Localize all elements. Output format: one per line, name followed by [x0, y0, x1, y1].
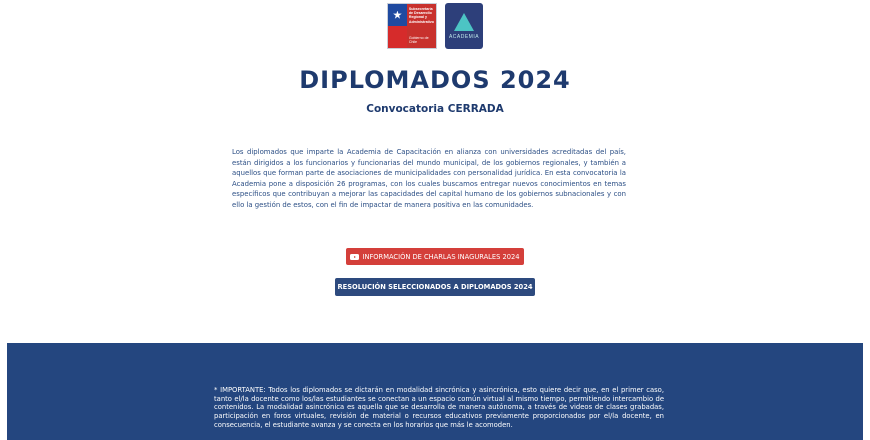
intro-paragraph: Los diplomados que imparte la Academia de Capacitación en alianza con universidades acreditadas del país, están dirigidos a los funcionarios y funcionarias del mundo municipal, de los gobiernos regionales, y también a aquellos que forman parte de asociaciones de municipalidades con personalidad jurídica. En esta convocatoria la Academia pone a disposición 26 programas, con los cuales buscamos entregar nuevos conocimientos en temas específicos que contribuyan a mejorar las capacidades del capital humano de los gobiernos subnacionales y con ello la gestión de estos, con el fin de impactar de manera positiva en las comunidades.	[232, 148, 626, 209]
important-notice-text: * IMPORTANTE: Todos los diplomados se dictarán en modalidad sincrónica y asincrónica, esto quiere decir que, en el primer caso, tanto el/la docente como los/las estudiantes se conectan a un espacio común virtual al mismo tiempo, permitiendo intercambio de contenidos. La modalidad asincrónica es aquella que se desarrolla de manera autónoma, a través de videos de clases grabadas, participación en foros virtuales, revisión de material o recursos educativos previamente proporcionados por el/la docente, en consecuencia, el estudiante avanza y se conecta en los horarios que más le acomoden.	[214, 386, 664, 429]
charlas-inaugurales-label: INFORMACIÓN DE CHARLAS INAGURALES 2024	[362, 252, 520, 261]
academia-logo-text: ACADEMIA	[448, 33, 480, 40]
star-icon	[393, 11, 402, 20]
resolucion-seleccionados-button[interactable]	[335, 278, 535, 296]
youtube-icon	[350, 254, 359, 260]
page-subtitle: Convocatoria CERRADA	[366, 103, 504, 115]
subdere-logo[interactable]	[387, 3, 437, 49]
charlas-inaugurales-button[interactable]	[346, 248, 524, 265]
academia-logo[interactable]	[445, 3, 483, 49]
subdere-logo-text: Subsecretaría de Desarrollo Regional y Administrativo Gobierno de Chile	[407, 4, 436, 48]
chile-flag-icon	[388, 4, 407, 48]
resolucion-seleccionados-label: RESOLUCIÓN SELECCIONADOS A DIPLOMADOS 2024	[337, 283, 533, 291]
header-logos	[387, 3, 483, 49]
page-title: DIPLOMADOS 2024	[299, 66, 571, 94]
important-notice-banner	[7, 343, 863, 440]
academia-mark-icon	[454, 13, 474, 31]
